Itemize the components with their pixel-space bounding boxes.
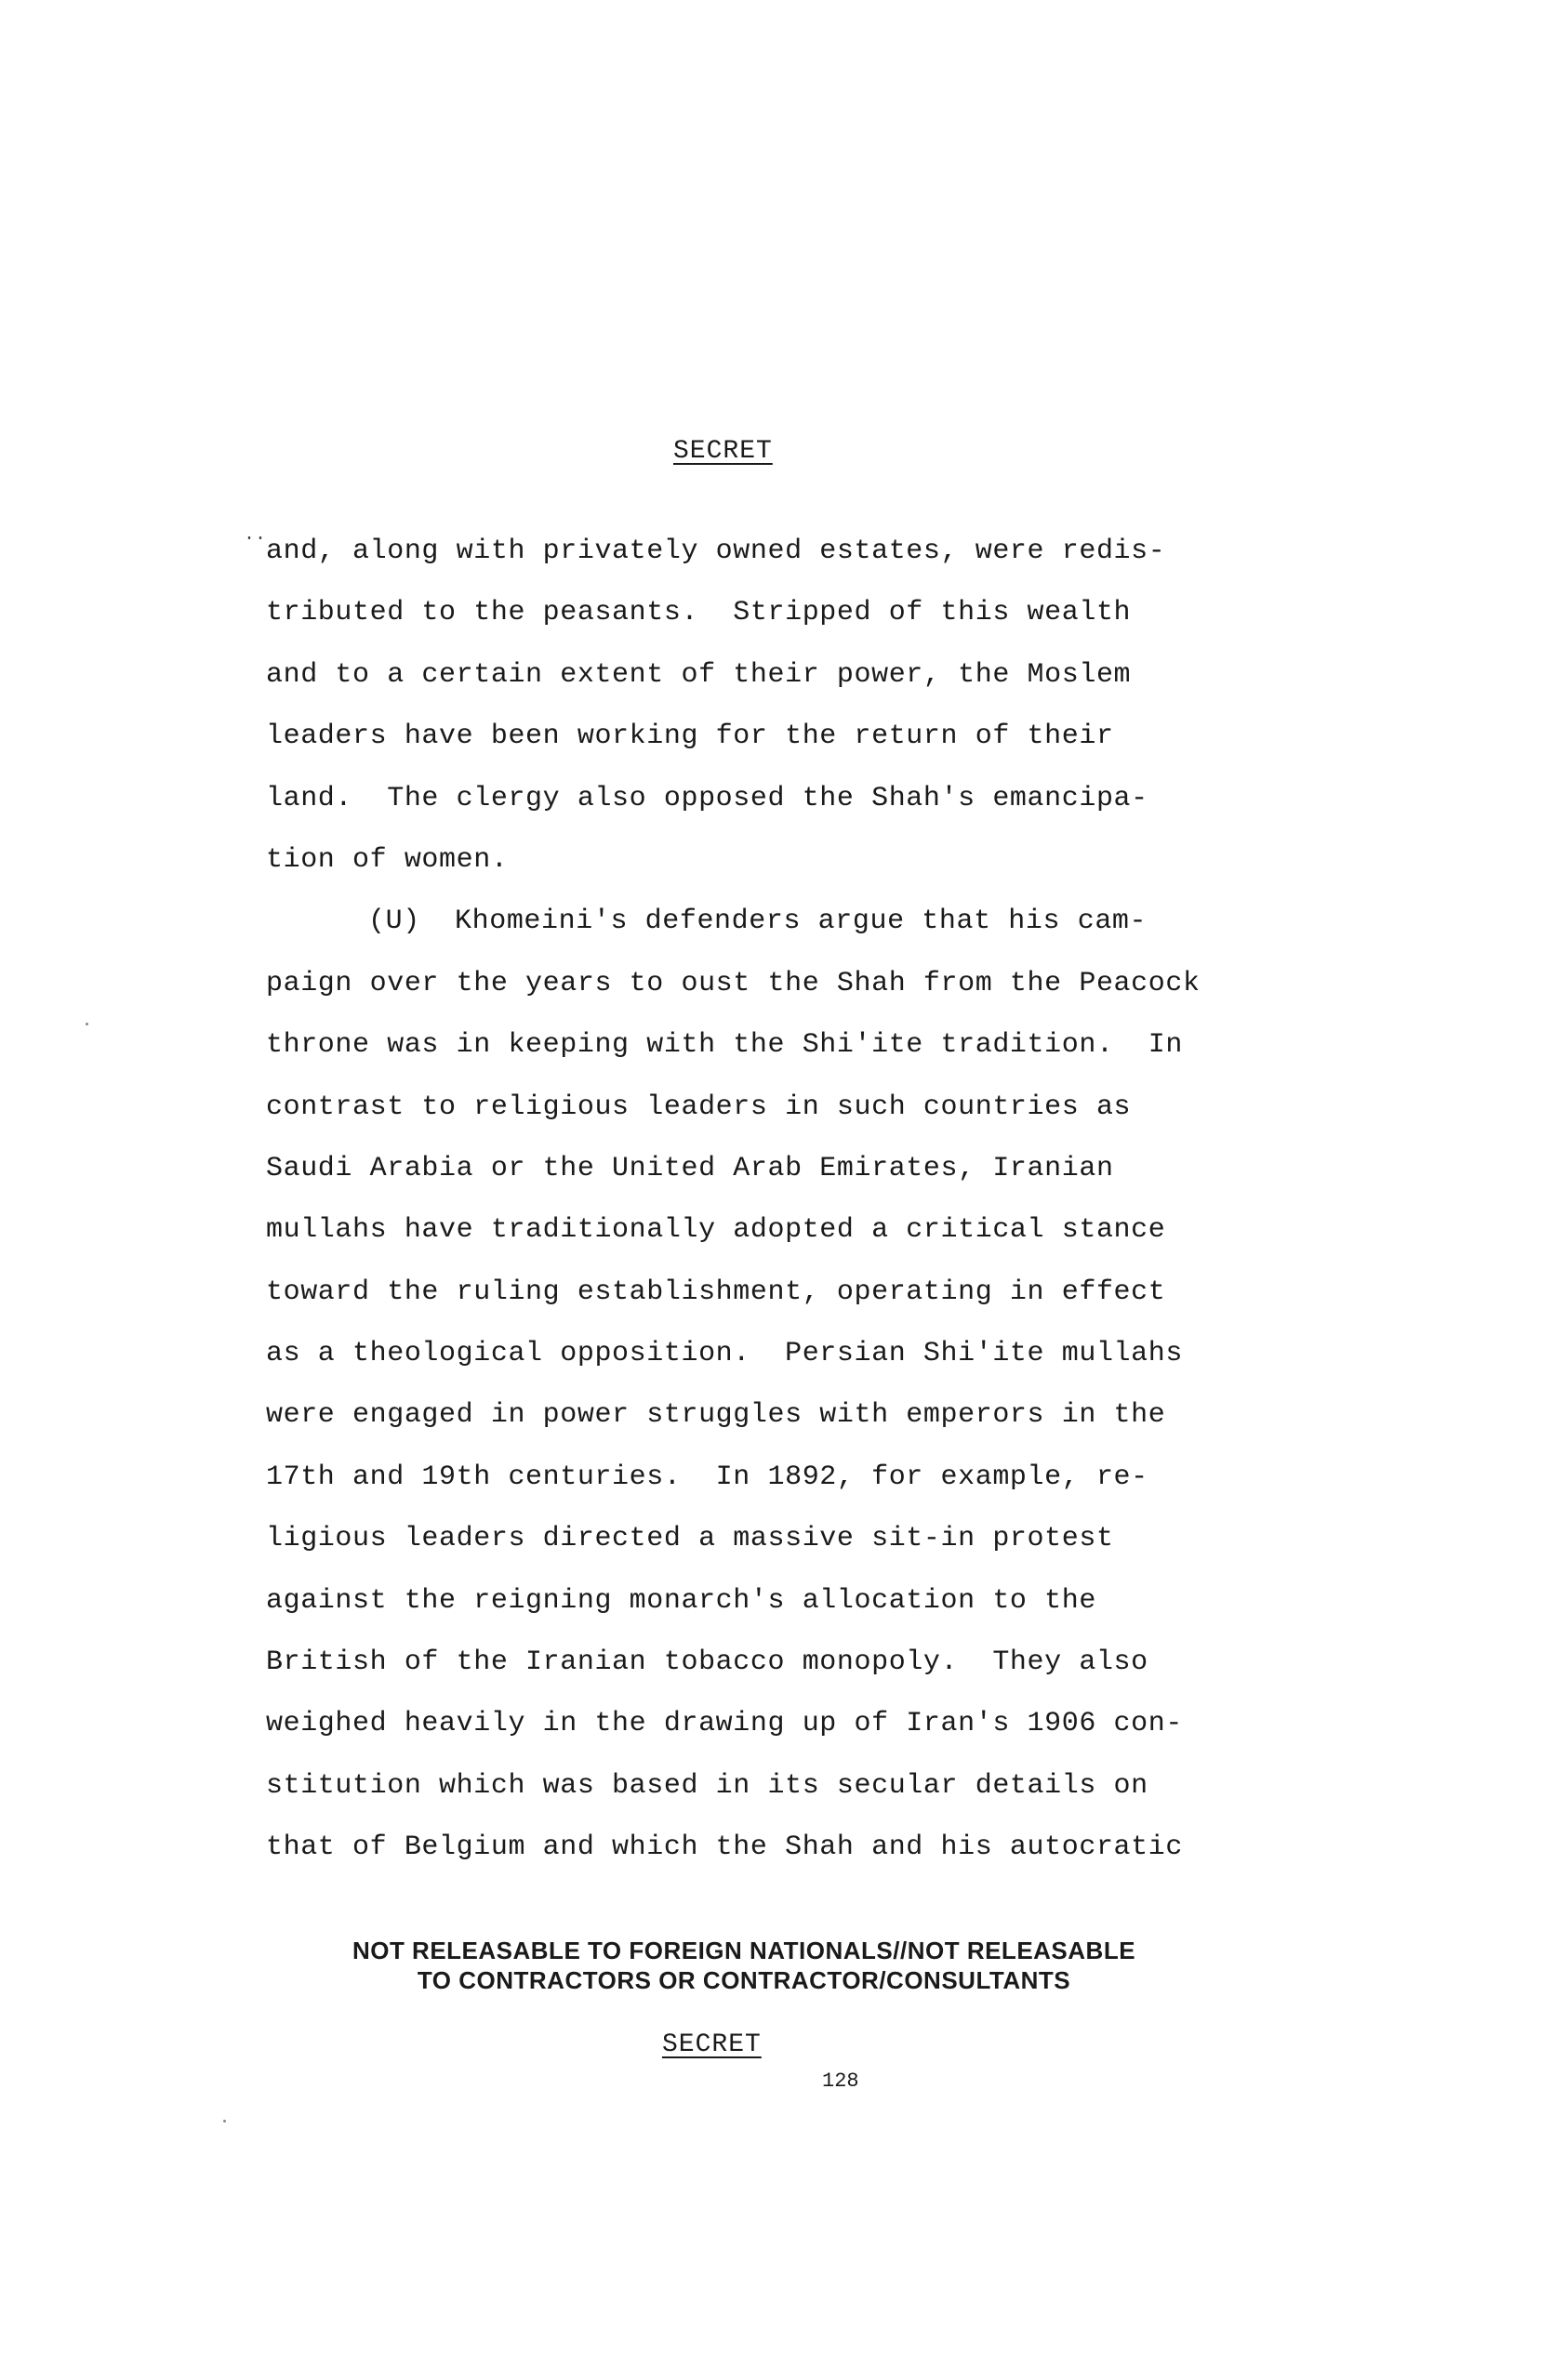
text-line: and to a certain extent of their power, the Moslem	[266, 658, 1132, 691]
page-number: 128	[822, 2069, 859, 2093]
text-line: against the reigning monarch's allocation to the	[266, 1584, 1096, 1617]
body-text	[266, 521, 1345, 1879]
margin-mark: ··	[244, 528, 267, 549]
text-line: were engaged in power struggles with emperors in the	[266, 1399, 1166, 1432]
caveat-line: NOT RELEASABLE TO FOREIGN NATIONALS//NOT RELEASABLE	[352, 1937, 1136, 1964]
header-classification: SECRET	[673, 437, 773, 466]
text-line: and, along with privately owned estates, were redis-	[266, 536, 1166, 567]
text-line: contrast to religious leaders in such countries as	[266, 1091, 1132, 1123]
text-line: land. The clergy also opposed the Shah's emancipa-	[266, 782, 1148, 814]
text-line: leaders have been working for the return of their	[266, 721, 1114, 753]
text-line: throne was in keeping with the Shi'ite tradition. In	[266, 1029, 1183, 1062]
scan-speck	[223, 2120, 226, 2122]
caveat-line: TO CONTRACTORS OR CONTRACTOR/CONSULTANTS	[417, 1966, 1071, 1994]
scan-speck	[86, 1023, 88, 1025]
text-line: that of Belgium and which the Shah and his autocratic	[266, 1831, 1183, 1864]
text-line: mullahs have traditionally adopted a critical stance	[266, 1214, 1166, 1247]
text-line: Saudi Arabia or the United Arab Emirates, Iranian	[266, 1152, 1114, 1184]
text-line: paign over the years to oust the Shah from the Peacock	[266, 967, 1201, 999]
text-line: (U) Khomeini's defenders argue that his cam-	[368, 906, 1148, 938]
text-line: as a theological opposition. Persian Shi'ite mullahs	[266, 1338, 1183, 1370]
text-line: stitution which was based in its secular details on	[266, 1769, 1148, 1802]
footer-classification: SECRET	[662, 2030, 762, 2059]
text-line: British of the Iranian tobacco monopoly. They also	[266, 1646, 1148, 1679]
text-line: ligious leaders directed a massive sit-in protest	[266, 1523, 1114, 1555]
text-line: weighed heavily in the drawing up of Iran's 1906 con-	[266, 1708, 1183, 1740]
text-line: tion of women.	[266, 843, 509, 876]
text-line: 17th and 19th centuries. In 1892, for example, re-	[266, 1461, 1148, 1493]
dissemination-caveat	[260, 1936, 1228, 1995]
text-line: toward the ruling establishment, operating in effect	[266, 1276, 1166, 1308]
text-line: tributed to the peasants. Stripped of this wealth	[266, 597, 1132, 629]
